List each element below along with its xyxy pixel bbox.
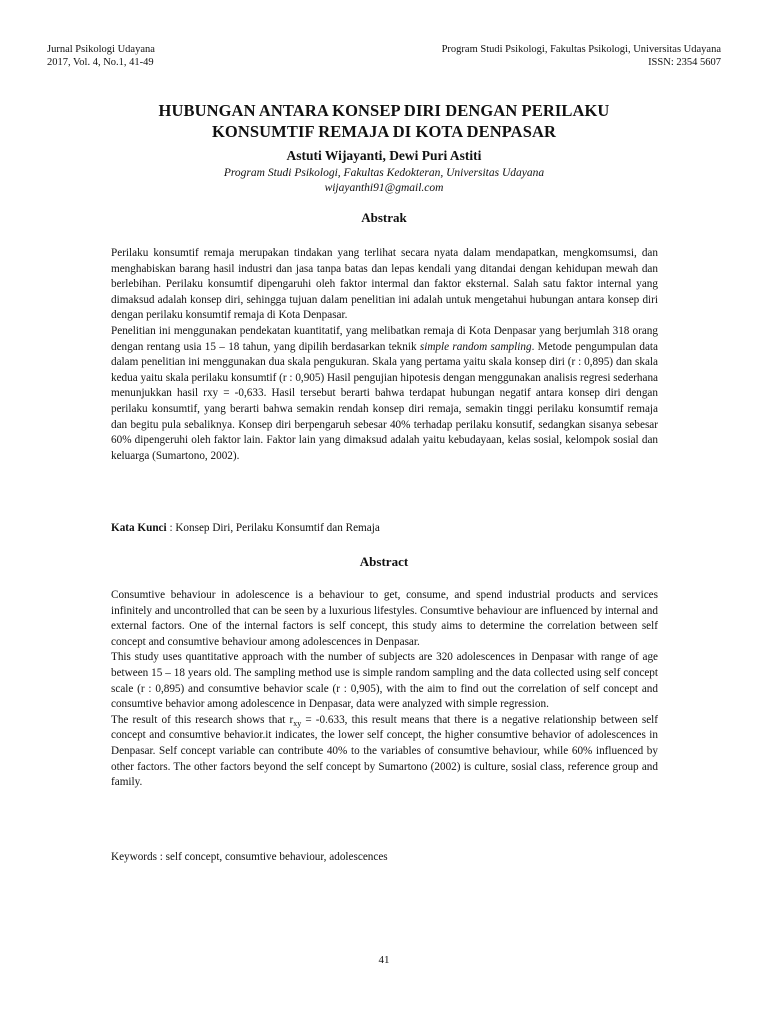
abstrak-body xyxy=(111,246,658,464)
kata-kunci-label: Kata Kunci xyxy=(111,522,167,534)
abstrak-heading: Abstrak xyxy=(361,210,407,225)
running-header-left xyxy=(47,43,155,69)
abstract-paragraph-2: This study uses quantitative approach with the number of subjects are 320 adolescences in Denpasar with range of age between 15 – 18 years old. The sampling method use is simple random sampling and the data collected using self concept scale (r : 0,895) and consumtive behavior scale (r : 0,905), with the aim to find out the correlation of self concept and consumtive behavior among adolescence in Denpasar, data were analyzed with simple regression. xyxy=(111,651,658,711)
title-line-2: KONSUMTIF REMAJA DI KOTA DENPASAR xyxy=(211,122,556,141)
abstrak-p2-text-b: . Metode pengumpulan data dalam penelitian ini menggunakan dua skala pengukuran. Skala yang pertama yaitu skala konsep diri (r : 0,895) dan skala kedua yaitu skala perilaku konsumtif (r : 0,905) Hasil pengujian hipotesis dengan menggunakan analisis regresi sederhana menunjukkan hasil rxy = -0,633. Hasil tersebut berarti bahwa terdapat hubungan negatif antara konsep diri dengan perilaku konsumtif, yang berarti bahwa semakin rendah konsep diri remaja, semakin tinggi perilaku konsumtif remaja dan begitu pula sebaliknya. Konsep diri berpengaruh sebesar 40% terhadap perilaku konsutif, sedangkan sisanya sebesar 60% dipengeruhi oleh faktor lain. Faktor lain yang dimaksud adalah yaitu kebudayaan, kelas sosial, kelompok sosial dan keluarga (Sumartono, 2002). xyxy=(111,340,658,462)
issn: ISSN: 2354 5607 xyxy=(648,57,721,68)
abstract-heading: Abstract xyxy=(359,554,409,569)
program-name: Program Studi Psikologi, Fakultas Psikologi, Universitas Udayana xyxy=(441,44,721,55)
keywords: Keywords : self concept, consumtive behaviour, adolescences xyxy=(111,851,388,863)
abstrak-p2-text-a: Penelitian ini menggunakan pendekatan kuantitatif, yang melibatkan remaja di Kota Denpasar yang berjumlah 318 orang dengan rentang usia 15 – 18 tahun, yang dipilih berdasarkan teknik xyxy=(111,324,658,353)
author-email: wijayanthi91@gmail.com xyxy=(324,182,444,194)
abstract-body xyxy=(111,588,658,791)
journal-volume: 2017, Vol. 4, No.1, 41-49 xyxy=(47,57,154,68)
affiliation: Program Studi Psikologi, Fakultas Kedokteran, Universitas Udayana xyxy=(223,167,545,179)
page-number: 41 xyxy=(378,954,390,966)
abstract-paragraph-3 xyxy=(111,713,658,791)
abstract-p3-text-a: The result of this research shows that r xyxy=(111,713,294,726)
running-header-right xyxy=(442,43,721,69)
paper-title xyxy=(60,100,708,142)
authors: Astuti Wijayanti, Dewi Puri Astiti xyxy=(286,148,482,163)
kata-kunci-value: : Konsep Diri, Perilaku Konsumtif dan Remaja xyxy=(166,522,380,534)
journal-name: Jurnal Psikologi Udayana xyxy=(47,44,155,55)
abstract-p3-text-b: = -0.633, this result means that there is a negative relationship between self concept and consumtive behavior.it indicates, the lower self concept, the higher consumtive behavior of adolescences in Denpasar. Self concept variable can contribute 40% to the variables of consumtive behaviour, while 60% influenced by other factors. The other factors beyond the self concept by Sumartono (2002) is culture, sosial class, reference group and family. xyxy=(111,713,658,789)
abstrak-paragraph-2 xyxy=(111,324,658,464)
abstrak-paragraph-1: Perilaku konsumtif remaja merupakan tindakan yang terlihat secara nyata dalam mendapatkan, mengkomsumsi, dan menghabiskan barang hasil industri dan jasa tanpa batas dan lepas kendali yang ditandai dengan kehidupan mewah dan berlebihan. Perilaku konsumtif dipengaruhi oleh faktor intermal dan faktor eksternal. Salah satu faktor internal yang dimaksud adalah konsep diri, sehingga tujuan dalam penelitian ini adalah untuk mengetahui hubungan antara konsep diri dengan perilaku konsumtif remaja di Kota Denpasar. xyxy=(111,247,658,322)
rxy-subscript: xy xyxy=(293,718,302,728)
abstrak-p2-italic: simple random sampling xyxy=(419,340,532,353)
abstract-paragraph-1: Consumtive behaviour in adolescence is a behaviour to get, consume, and spend industrial products and services infinitely and uncontrolled that can be seen by a luxurious lifestyles. Consumtive behaviour are influenced by internal and external factors. One of the internal factors is self concept, this study aims to determine the correlation between self concept and consumtive behaviour among adolescences in Denpasar. xyxy=(111,589,658,648)
title-line-1: HUBUNGAN ANTARA KONSEP DIRI DENGAN PERILAKU xyxy=(158,101,610,120)
kata-kunci xyxy=(111,521,658,536)
